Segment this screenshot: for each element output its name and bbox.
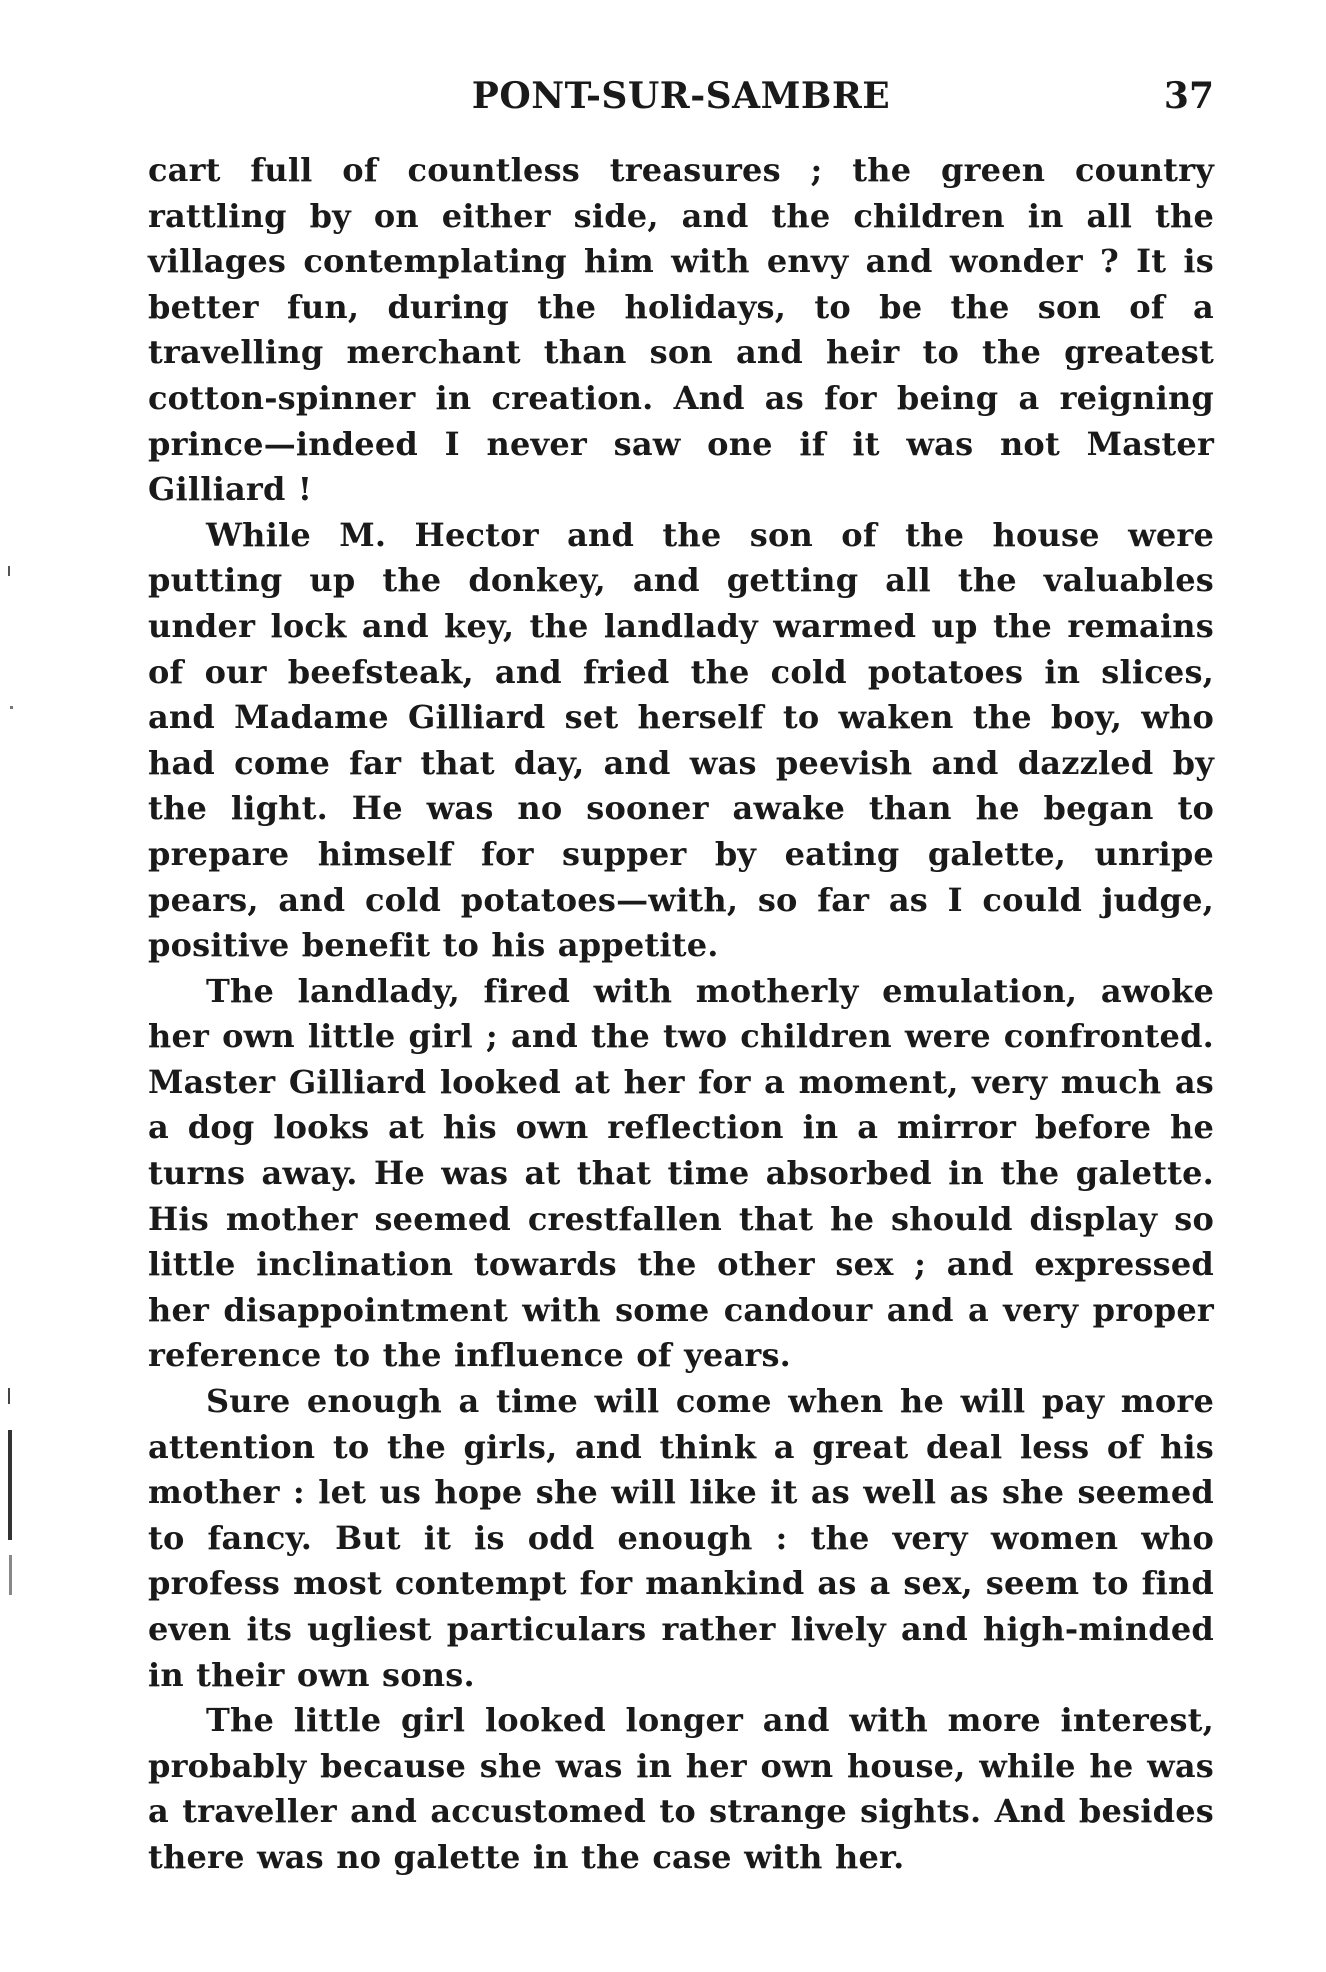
paragraph-2: While M. Hector and the son of the house were putting up the donkey, and getting all the valuables under lock and key, the landlady warmed up the remains of our beefsteak, and fried the cold potatoes in slices, and Madame Gilliard set herself to waken the boy, who had come far that day, and was peevish and dazzled by the light. He was no sooner awake than he began to prepare himself for supper by eating galette, unripe pears, and cold potatoes—with, so far as I could judge, positive benefit to his appetite. xyxy=(148,515,1214,965)
running-title: PONT-SUR-SAMBRE xyxy=(471,75,891,117)
paragraph-1: cart full of countless treasures ; the green country rattling by on either side, and the children in all the villages contemplating him with envy and wonder ? It is better fun, during the holidays, to be the son of a travelling merchant than son and heir to the greatest cotton-spinner in creation. And as for being a reigning prince—indeed I never saw one if it was not Master Gilliard ! xyxy=(148,151,1214,509)
scan-margin-marks xyxy=(0,0,60,1972)
scan-edge-streak xyxy=(9,1555,12,1595)
body-text xyxy=(148,148,1214,1881)
scan-speck xyxy=(8,1388,10,1404)
paragraph-4: Sure enough a time will come when he will pay more attention to the girls, and think a great deal less of his mother : let us hope she will like it as well as she seemed to fancy. But it is odd enough : the very women who profess most contempt for mankind as a sex, seem to find even its ugliest particulars rather lively and high-minded in their own sons. xyxy=(148,1382,1214,1694)
scan-speck xyxy=(10,706,13,709)
running-head xyxy=(148,74,1214,124)
paragraph-5: The little girl looked longer and with more interest, probably because she was in her own house, while he was a traveller and accustomed to strange sights. And besides there was no galette in the case with her. xyxy=(148,1701,1214,1876)
scan-speck xyxy=(8,566,10,576)
page-number: 37 xyxy=(1163,75,1214,117)
scan-edge-streak xyxy=(8,1430,12,1540)
paragraph-3: The landlady, fired with motherly emulation, awoke her own little girl ; and the two children were confronted. Master Gilliard looked at her for a moment, very much as a dog looks at his own reflection in a mirror before he turns away. He was at that time absorbed in the galette. His mother seemed crestfallen that he should display so little inclination towards the other sex ; and expressed her disappointment with some candour and a very proper reference to the influence of years. xyxy=(148,971,1214,1375)
